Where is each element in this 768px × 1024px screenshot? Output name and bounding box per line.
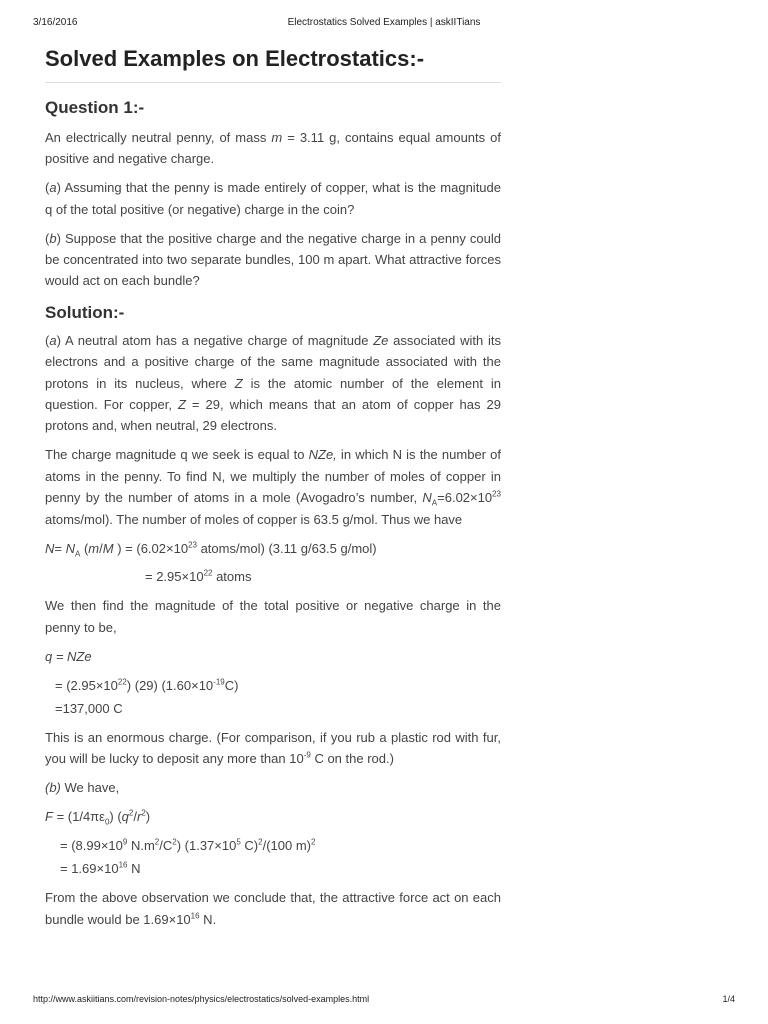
superscript: -9	[303, 750, 311, 760]
subscript: A	[431, 498, 438, 508]
text-span: C)	[240, 837, 259, 853]
part-letter: a	[49, 332, 57, 348]
text-span: ) (1.37×10	[176, 837, 237, 853]
superscript: 22	[203, 569, 213, 579]
solution-paragraph-1	[45, 330, 501, 437]
subscript: 0	[104, 817, 110, 827]
text-span: This is an enormous charge. (For comparison, if you rub a plastic rod with fur, you will be lucky to deposit any more than 10	[45, 729, 501, 767]
solution-paragraph-6	[45, 887, 501, 930]
print-date: 3/16/2016	[33, 17, 78, 28]
part-letter: b	[49, 230, 57, 246]
text-span: = (1/4πε	[52, 809, 105, 825]
text-span: = (2.95×10	[55, 677, 118, 693]
math-expression: q = NZe	[45, 648, 92, 664]
text-span: An electrically neutral penny, of mass	[45, 130, 272, 145]
page-url[interactable]: http://www.askiitians.com/revision-notes/physics/electrostatics/solved-examples.html	[33, 994, 370, 1004]
superscript: 2	[128, 808, 134, 818]
superscript: 23	[188, 540, 197, 550]
text-span: N.m	[127, 837, 155, 853]
text-span: in which N is the number of atoms in the penny. To find N, we multiply the number of moles of copper in penny by the number of atoms in a mole (Avogadro’s number,	[45, 447, 501, 506]
math-var: Ze	[373, 332, 389, 348]
text-span: = 1.69×10	[60, 861, 119, 877]
text-span: )	[145, 809, 151, 825]
print-footer	[33, 994, 735, 1006]
text-span: = 2.95×10	[145, 569, 204, 585]
solution-paragraph-3: We then find the magnitude of the total positive or negative charge in the penny to be,	[45, 598, 501, 635]
text-span: atoms	[212, 569, 252, 585]
text-span: (	[45, 332, 50, 348]
text-span: = (8.99×10	[60, 837, 123, 853]
article-content	[45, 40, 501, 938]
math-var: m	[88, 540, 100, 556]
math-var: NZe,	[308, 447, 337, 463]
text-span: C)	[224, 677, 239, 693]
text-span: A neutral atom has a negative charge of magnitude	[60, 332, 374, 348]
text-span: /C	[159, 837, 173, 853]
text-span: (	[45, 230, 50, 246]
equation-n-line-1	[45, 538, 501, 559]
math-var: Z	[177, 397, 186, 413]
text-span: /	[133, 809, 137, 825]
text-span: The charge magnitude q we seek is equal to	[45, 447, 309, 463]
superscript: -19	[213, 677, 225, 687]
superscript: 16	[190, 911, 200, 921]
question-part-b	[45, 228, 501, 292]
equation-q-line-1	[45, 646, 501, 667]
part-letter: (b)	[45, 780, 61, 796]
question-intro	[45, 127, 501, 170]
text-span: We have,	[60, 780, 120, 796]
subscript: A	[75, 549, 81, 559]
text-span: is the atomic number of the element in question. For copper,	[45, 375, 501, 413]
math-var: Z	[234, 375, 243, 391]
text-span: N.	[199, 911, 217, 927]
text-span: associated with its electrons and a positive charge of the same magnitude associated with the protons in its nucleus, where	[45, 332, 501, 391]
text-span: atoms/mol) (3.11 g/63.5 g/mol)	[196, 540, 377, 556]
text-span: /(100 m)	[262, 837, 311, 853]
math-var: F	[45, 809, 53, 825]
text-span: ) (	[109, 809, 122, 825]
text-span: )	[56, 180, 61, 196]
equation-q-line-3: =137,000 C	[55, 700, 123, 716]
math-var: M	[102, 540, 114, 556]
text-span: (	[80, 540, 89, 556]
superscript: 23	[492, 489, 501, 499]
text-span: From the above observation we conclude that, the attractive force act on each bundle would be 1.69×10	[45, 890, 501, 927]
page-number: 1/4	[722, 994, 735, 1004]
math-var: r	[136, 809, 142, 825]
superscript: 16	[118, 861, 128, 871]
text-span: atoms/mol). The number of moles of copper is 63.5 g/mol. Thus we have	[45, 511, 463, 527]
superscript: 2	[141, 808, 146, 818]
text-span: )	[56, 332, 61, 348]
math-var: m	[271, 130, 283, 145]
superscript: 2	[258, 837, 263, 847]
superscript: 2	[172, 837, 177, 847]
text-span: )	[56, 230, 61, 246]
superscript: 22	[117, 677, 127, 687]
equation-f-line-3	[45, 858, 501, 879]
superscript: 2	[154, 837, 160, 847]
text-span: C on the rod.)	[310, 751, 394, 767]
text-span: Assuming that the penny is made entirely of copper, what is the magnitude q of the total positive (or negative) charge in the coin?	[45, 180, 501, 217]
superscript: 5	[236, 837, 241, 847]
superscript: 9	[122, 837, 128, 847]
solution-paragraph-2	[45, 444, 501, 530]
solution-paragraph-5	[45, 777, 501, 798]
superscript: 2	[310, 837, 316, 847]
text-span: = 29, which means that an atom of copper has 29 protons and, when neutral, 29 electrons.	[45, 397, 501, 434]
math-var: N	[45, 540, 55, 556]
print-header	[33, 17, 735, 31]
solution-paragraph-4	[45, 727, 501, 770]
equation-n-line-2	[45, 566, 501, 587]
text-span: ) (29) (1.60×10	[126, 677, 214, 693]
text-span: /	[99, 540, 103, 556]
question-part-a	[45, 177, 501, 220]
text-span: (	[45, 180, 50, 196]
text-span: N	[127, 861, 141, 877]
page-title: Solved Examples on Electrostatics:-	[45, 44, 501, 83]
math-var: N	[65, 540, 75, 556]
math-var: N	[422, 490, 432, 506]
print-doc-title: Electrostatics Solved Examples | askIITians	[287, 17, 481, 28]
math-var: q	[121, 809, 129, 825]
text-span: = 3.11 g, contains equal amounts of positive and negative charge.	[45, 130, 501, 167]
text-span: =6.02×10	[437, 490, 493, 506]
question-heading: Question 1:-	[45, 98, 145, 117]
solution-heading: Solution:-	[45, 302, 125, 322]
equation-f-line-1	[45, 806, 501, 827]
equation-q-line-2	[45, 675, 501, 696]
equation-f-line-2	[45, 835, 501, 856]
text-span: ) = (6.02×10	[113, 540, 189, 556]
part-letter: a	[49, 180, 57, 196]
text-span: =	[54, 540, 66, 556]
text-span: Suppose that the positive charge and the negative charge in a penny could be concentrated into two separate bundles, 100 m apart. What attractive forces would act on each bundle?	[45, 230, 501, 289]
